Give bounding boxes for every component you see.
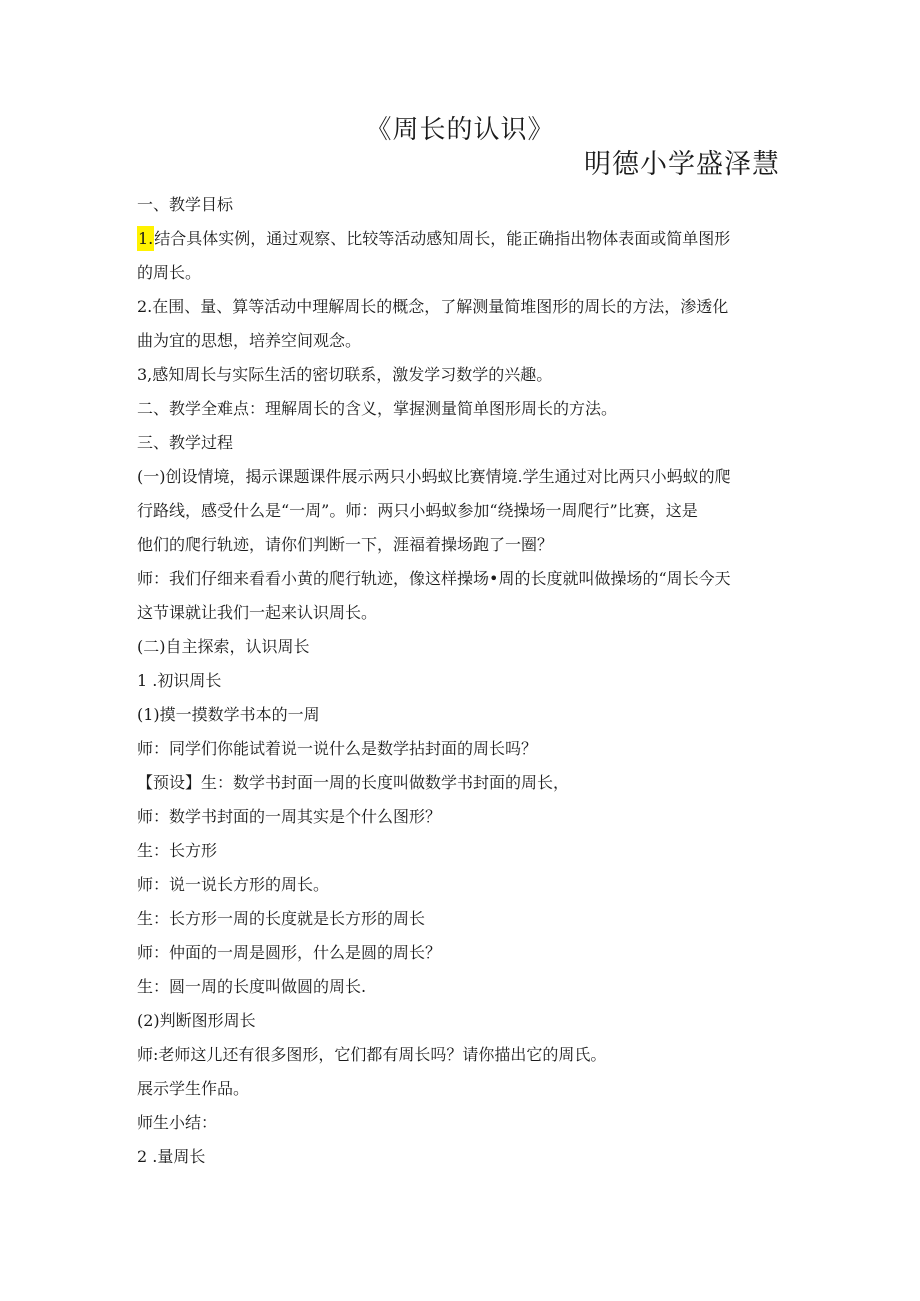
paragraph-line: 2.在围、量、算等活动中理解周长的概念，了解测量简堆图形的周长的方法，渗透化 bbox=[137, 297, 729, 316]
paragraph-line: 师：仲面的一周是圆形，什么是圆的周长？ bbox=[137, 943, 442, 962]
subsection-heading: 1 .初识周长 bbox=[137, 671, 222, 690]
paragraph-line: 师:老师这儿还有很多图形，它们都有周长吗？请你描出它的周氏。 bbox=[137, 1045, 607, 1064]
document-author: 明德小学盛泽慧 bbox=[584, 149, 780, 180]
subsection-heading: 2 .量周长 bbox=[137, 1147, 206, 1166]
paragraph-line: 师：说一说长方形的周长。 bbox=[137, 875, 330, 894]
highlighted-number: 1. bbox=[137, 226, 154, 251]
goal-1-line bbox=[137, 222, 785, 256]
paragraph-line: 师：数学书封面的一周其实是个什么图形？ bbox=[137, 807, 442, 826]
paragraph-line: 曲为宜的思想，培养空间观念。 bbox=[137, 331, 362, 350]
paragraph-line: 师：我们仔细来看看小黄的爬行轨迹，像这样操场•周的长度就叫做操场的“周长今天 bbox=[137, 569, 731, 588]
paragraph-line: 3,感知周长与实际生活的密切联系，激发学习数学的兴趣。 bbox=[137, 365, 553, 384]
paragraph-line: 师：同学们你能试着说一说什么是数学拈封面的周长吗？ bbox=[137, 739, 538, 758]
subsection-heading: (二)自主探索，认识周长 bbox=[137, 637, 310, 656]
paragraph-line: 师生小结： bbox=[137, 1113, 218, 1132]
paragraph-line: (1)摸一摸数学书本的一周 bbox=[137, 705, 320, 724]
goal-1-text: 结合具体实例，通过观察、比较等活动感知周长，能正确指出物体表面或简单图形 bbox=[154, 229, 731, 248]
paragraph-line: 生：长方形一周的长度就是长方形的周长 bbox=[137, 909, 426, 928]
paragraph-line: 【预设】生：数学书封面一周的长度叫做数学书封面的周长， bbox=[137, 773, 570, 792]
paragraph-line: 生：圆一周的长度叫做圆的周长. bbox=[137, 977, 367, 996]
paragraph-line: 这节课就让我们一起来认识周长。 bbox=[137, 603, 378, 622]
subsection-heading: (2)判断图形周长 bbox=[137, 1011, 256, 1030]
paragraph-line: 的周长。 bbox=[137, 263, 202, 282]
document-title: 《周长的认识》 bbox=[365, 115, 555, 145]
paragraph-line: 行路线，感受什么是“一周”。师：两只小蚂蚁参加“绕操场一周爬行”比赛，这是 bbox=[137, 501, 698, 520]
paragraph-line: 他们的爬行轨迹，请你们判断一下，涯福着操场跑了一圈？ bbox=[137, 535, 554, 554]
paragraph-line: (一)创设情境，揭示课题课件展示两只小蚂蚁比赛情境.学生通过对比两只小蚂蚁的爬 bbox=[137, 467, 731, 486]
section-heading-process: 三、教学过程 bbox=[137, 433, 234, 452]
section-heading-goals: 一、教学目标 bbox=[137, 195, 234, 214]
paragraph-line: 展示学生作品。 bbox=[137, 1079, 250, 1098]
section-heading-difficulties: 二、教学全难点：理解周长的含义，掌握测量简单图形周长的方法。 bbox=[137, 399, 618, 418]
document-body bbox=[137, 188, 785, 1174]
paragraph-line: 生：长方形 bbox=[137, 841, 218, 860]
